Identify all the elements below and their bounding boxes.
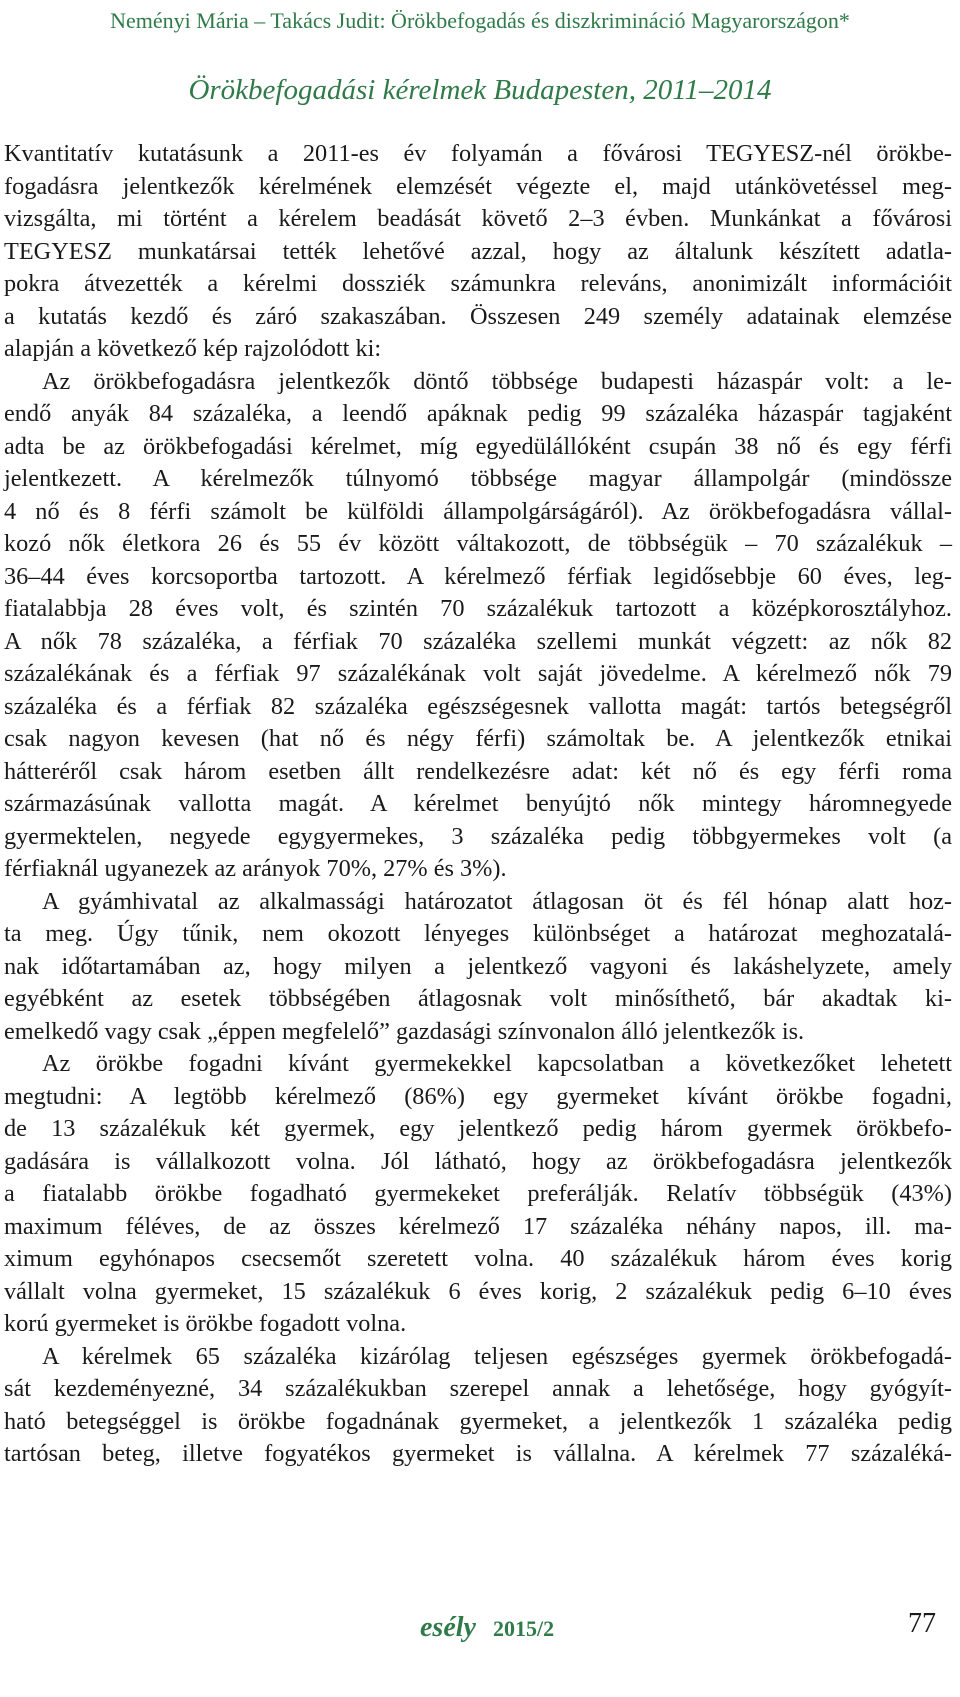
section-title: Örökbefogadási kérelmek Budapesten, 2011–2014 bbox=[188, 74, 772, 106]
text-line: alapján a következő kép rajzolódott ki: bbox=[4, 335, 382, 362]
text-line: származásúnak vallotta magát. A kérelmet benyújtó nők mintegy háromnegyede bbox=[4, 790, 952, 817]
paragraph-2 bbox=[4, 366, 952, 886]
text-line: férfiaknál ugyanezek az arányok 70%, 27% és 3%). bbox=[4, 855, 507, 882]
text-line: a kutatás kezdő és záró szakaszában. Összesen 249 személy adatainak elemzése bbox=[4, 302, 952, 330]
article-body bbox=[4, 138, 952, 1471]
text-line: hátteréről csak három esetben állt rendelkezésre adat: két nő és egy férfi roma bbox=[4, 757, 952, 785]
paragraph-1 bbox=[4, 138, 952, 366]
text-line: Az örökbe fogadni kívánt gyermekekkel kapcsolatban a következőket lehetett bbox=[42, 1050, 952, 1077]
page-number: 77 bbox=[908, 1608, 936, 1639]
text-line: vizsgálta, mi történt a kérelem beadását követő 2–3 évben. Munkánkat a fővárosi bbox=[4, 205, 952, 232]
text-line: csak nagyon kevesen (hat nő és négy férfi) számoltak be. A jelentkezők etnikai bbox=[4, 725, 952, 752]
text-line: endő anyák 84 százaléka, a leendő apáknak pedig 99 százaléka házaspár tagjaként bbox=[4, 400, 952, 427]
text-line: TEGYESZ munkatársai tették lehetővé azzal, hogy az általunk készített adatla- bbox=[4, 237, 952, 265]
text-line: de 13 százalékuk két gyermek, egy jelentkező pedig három gyermek örökbefo- bbox=[4, 1115, 952, 1142]
text-line: A kérelmek 65 százaléka kizárólag teljesen egészséges gyermek örökbefogadá- bbox=[42, 1342, 952, 1370]
text-line: százaléka és a férfiak 82 százaléka egészségesnek vallotta magát: tartós betegségről bbox=[4, 692, 952, 720]
journal-name: esély bbox=[420, 1612, 476, 1643]
text-line: sát kezdeményezné, 34 százalékukban szerepel annak a lehetősége, hogy gyógyít- bbox=[4, 1375, 952, 1402]
text-line: maximum féléves, de az összes kérelmező 17 százaléka néhány napos, ill. ma- bbox=[4, 1212, 952, 1240]
text-line: fogadásra jelentkezők kérelmének elemzését végezte el, majd utánkövetéssel meg- bbox=[4, 172, 952, 200]
text-line: fiatalabbja 28 éves volt, és szintén 70 százalékuk tartozott a középkorosztályhoz. bbox=[4, 595, 952, 622]
text-line: ximum egyhónapos csecsemőt szeretett volna. 40 százalékuk három éves korig bbox=[4, 1245, 952, 1272]
text-line: nak időtartamában az, hogy milyen a jelentkező vagyoni és lakáshelyzete, amely bbox=[4, 952, 952, 980]
text-line: adta be az örökbefogadási kérelmet, míg egyedülállóként csupán 38 nő és egy férfi bbox=[4, 432, 952, 460]
paragraph-3 bbox=[4, 886, 952, 1049]
text-line: egyébként az esetek többségében átlagosnak volt minősíthető, bár akadtak ki- bbox=[4, 985, 952, 1012]
text-line: tartósan beteg, illetve fogyatékos gyermeket is vállalna. A kérelmek 77 százaléká- bbox=[4, 1440, 952, 1467]
text-line: jelentkezett. A kérelmezők túlnyomó többsége magyar állampolgár (mindössze bbox=[4, 465, 952, 492]
text-line: ható betegséggel is örökbe fogadnának gyermeket, a jelentkezők 1 százaléka pedig bbox=[4, 1407, 952, 1435]
text-line: A gyámhivatal az alkalmassági határozatot átlagosan öt és fél hónap alatt hoz- bbox=[42, 887, 952, 915]
text-line: a fiatalabb örökbe fogadható gyermekeket preferálják. Relatív többségük (43%) bbox=[4, 1180, 952, 1207]
text-line: Kvantitatív kutatásunk a 2011-es év folyamán a fővárosi TEGYESZ-nél örökbe- bbox=[4, 140, 952, 167]
text-line: 4 nő és 8 férfi számolt be külföldi állampolgárságáról). Az örökbefogadásra vállal- bbox=[4, 497, 952, 525]
text-line: ta meg. Úgy tűnik, nem okozott lényeges különbséget a határozat meghozatalá- bbox=[4, 920, 952, 947]
text-line: 36–44 éves korcsoportba tartozott. A kérelmező férfiak legidősebbje 60 éves, leg- bbox=[4, 562, 952, 590]
text-line: emelkedő vagy csak „éppen megfelelő” gazdasági színvonalon álló jelentkezők is. bbox=[4, 1017, 805, 1045]
text-line: pokra átvezették a kérelmi dossziék számunkra releváns, anonimizált információit bbox=[4, 270, 952, 297]
text-line: korú gyermeket is örökbe fogadott volna. bbox=[4, 1310, 407, 1337]
text-line: megtudni: A legtöbb kérelmező (86%) egy gyermeket kívánt örökbe fogadni, bbox=[4, 1082, 952, 1110]
text-line: vállalt volna gyermeket, 15 százalékuk 6 éves korig, 2 százalékuk pedig 6–10 éves bbox=[4, 1277, 952, 1305]
running-head: Neményi Mária – Takács Judit: Örökbefogadás és diszkrimináció Magyarországon* bbox=[110, 8, 850, 33]
text-line: gyermektelen, negyede egygyermekes, 3 százaléka pedig többgyermekes volt (a bbox=[4, 822, 952, 850]
text-line: gadására is vállalkozott volna. Jól látható, hogy az örökbefogadásra jelentkezők bbox=[4, 1147, 952, 1175]
text-line: Az örökbefogadásra jelentkezők döntő többsége budapesti házaspár volt: a le- bbox=[42, 367, 952, 395]
text-line: százalékának és a férfiak 97 százalékának volt saját jövedelme. A kérelmező nők 79 bbox=[4, 660, 952, 687]
text-line: kozó nők életkora 26 és 55 év között váltakozott, de többségük – 70 százalékuk – bbox=[4, 530, 952, 557]
paragraph-4 bbox=[4, 1048, 952, 1341]
text-line: A nők 78 százaléka, a férfiak 70 százaléka szellemi munkát végzett: az nők 82 bbox=[4, 627, 952, 655]
paragraph-5 bbox=[4, 1341, 952, 1471]
journal-issue: 2015/2 bbox=[493, 1616, 555, 1641]
